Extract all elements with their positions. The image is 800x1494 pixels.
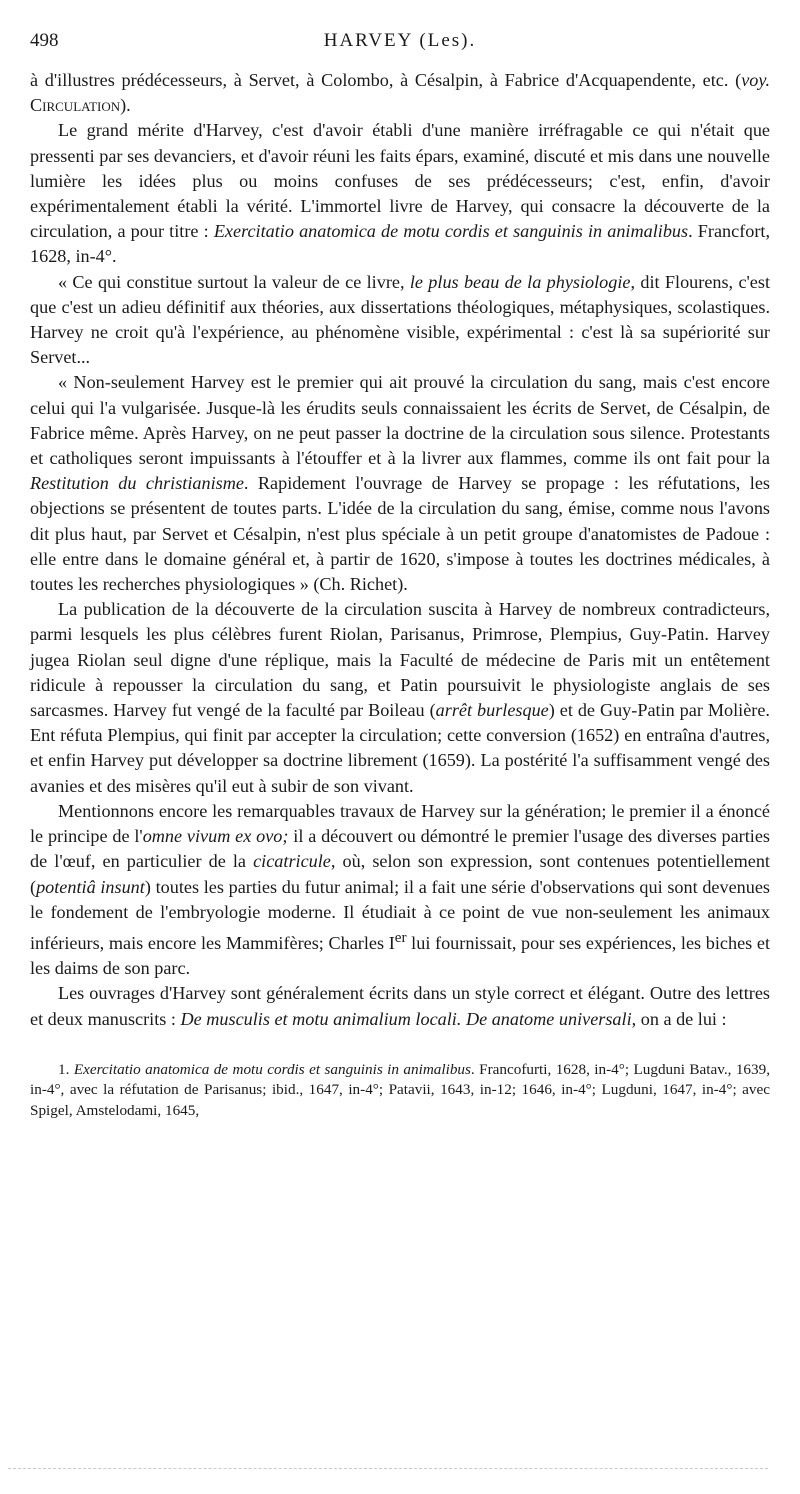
- text-italic: potentiâ insunt: [36, 876, 145, 897]
- text-italic: De musculis et motu animalium locali. De anatome universali: [180, 1008, 632, 1029]
- text-italic: cicatricule: [253, 851, 331, 872]
- page-header: [30, 30, 770, 60]
- text: « Ce qui constitue surtout la valeur de ce livre,: [58, 271, 410, 292]
- text: « Non-seulement Harvey est le premier qui ait prouvé la circulation du sang, mais c'est encore celui qui l'a vulgarisée. Jusque-là les érudits seuls connaissaient les écrits de Servet, de Césalpin, de Fabrice même. Après Harvey, on ne peut passer la doctrine de la circulation sous silence. Protestants et catholiques seront impuissants à l'étouffer et à la livrer aux flammes, comme ils ont fait pour la: [30, 372, 770, 469]
- footnote-paragraph: [30, 1060, 770, 1121]
- page-number: 498: [30, 30, 59, 51]
- footnote-marker: 1.: [58, 1060, 74, 1078]
- text-italic: le plus beau de la physiologie: [409, 271, 631, 292]
- paragraph: [30, 68, 770, 118]
- text-italic: arrêt burlesque: [435, 700, 549, 721]
- text: Les ouvrages d'Harvey sont généralement écrits dans un style correct et élégant. Outre des lettres et deux manuscrits :: [30, 983, 770, 1029]
- footnote: [30, 1060, 770, 1121]
- text: , où, selon son expression, sont contenues potentiellement (: [30, 851, 770, 897]
- running-title: HARVEY (Les).: [323, 30, 477, 51]
- text: lui fournissait, pour ses expériences, les biches et les daims de son parc.: [30, 932, 771, 979]
- paragraph: [30, 370, 770, 597]
- text: La publication de la découverte de la circulation suscita à Harvey de nombreux contradicteurs, parmi lesquels les plus célèbres furent Riolan, Parisanus, Primrose, Plempius, Guy-Patin. Harvey jugea Riolan seul digne d'une réplique, mais la Faculté de médecine de Paris mit un entêtement ridicule à repousser la circulation du sang, et Patin poursuivit le physiologiste anglais de ses sarcasmes. Harvey fut vengé de la faculté par Boileau (: [30, 599, 770, 721]
- document-page: [30, 30, 770, 1121]
- text: il a découvert ou démontré le premier l'usage des diverses parties de l'œuf, en particulier de la: [30, 826, 770, 872]
- book-title: Exercitatio anatomica de motu cordis et sanguinis in animalibus: [213, 221, 689, 242]
- paragraph: [30, 118, 770, 269]
- text: . Francfort, 1628, in-4°.: [30, 221, 771, 267]
- paragraph: [30, 270, 770, 371]
- text: ) toutes les parties du futur animal; il a fait une série d'observations qui sont devenues le fondement de l'embryologie moderne. Il étudiait à ce point de vue non-seulement les animaux inférieurs, mais encore les Mammifères; Charles I: [30, 876, 770, 953]
- text: Mentionnons encore les remarquables travaux de Harvey sur la génération; le premier il a énoncé le principe de l': [30, 800, 770, 847]
- paragraph: [30, 799, 770, 981]
- text: à d'illustres prédécesseurs, à Servet, à Colombo, à Césalpin, à Fabrice d'Acquapendente, etc. (: [30, 70, 742, 90]
- superscript: er: [394, 928, 407, 946]
- text: ).: [120, 95, 131, 116]
- text: . Rapidement l'ouvrage de Harvey se propage : les réfutations, les objections se présentent de toutes parts. L'idée de la circulation du sang, émise, comme nous l'avons dit plus haut, par Servet et Césalpin, n'est plus spéciale à un petit groupe d'anatomistes de Padoue : elle entre dans le domaine général et, à partir de 1620, s'impose à toutes les doctrines médicales, à toutes les recherches physiologiques » (Ch. Richet).: [30, 473, 770, 595]
- text: , dit Flourens, c'est que c'est un adieu définitif aux théories, aux dissertations théologiques, métaphysiques, scolastiques. Harvey ne croit qu'à l'expérience, au phénomène visible, expérimental : c'est là sa supériorité sur Servet...: [30, 271, 770, 368]
- text: ) et de Guy-Patin par Molière. Ent réfuta Plempius, qui finit par accepter la circulation; cette conversion (1652) en entraîna d'autres, et enfin Harvey put développer sa doctrine librement (1659). La postérité l'a suffisamment vengé des avanies et des misères qu'il eut à subir de son vivant.: [30, 700, 770, 796]
- book-title: Exercitatio anatomica de motu cordis et sanguinis in animalibus: [73, 1060, 471, 1078]
- footer-rule: [8, 1468, 768, 1469]
- text-italic: omne vivum ex ovo;: [142, 826, 289, 847]
- cross-reference: Circulation: [30, 95, 121, 116]
- body-text: [30, 68, 770, 1032]
- text: , on a de lui :: [631, 1008, 727, 1029]
- text: . Francofurti, 1628, in-4°; Lugduni Batav., 1639, in-4°, avec la réfutation de Parisanus; ibid., 1647, in-4°; Patavii, 1643, in-12; 1646, in-4°; Lugduni, 1647, in-4°; avec Spigel, Amstelodami, 1645,: [30, 1060, 771, 1119]
- text-italic: voy.: [741, 70, 770, 90]
- paragraph: [30, 981, 770, 1031]
- book-title: Restitution du christianisme: [30, 473, 244, 494]
- paragraph: [30, 597, 770, 799]
- text: Le grand mérite d'Harvey, c'est d'avoir établi d'une manière irréfragable ce qui n'était que pressenti par ses devanciers, et d'avoir réuni les faits épars, examiné, discuté et mis dans une nouvelle lumière les idées plus ou moins confuses de ses prédécesseurs; c'est, enfin, d'avoir expérimentalement établi la vérité. L'immortel livre de Harvey, qui consacre la découverte de la circulation, a pour titre :: [30, 120, 770, 242]
